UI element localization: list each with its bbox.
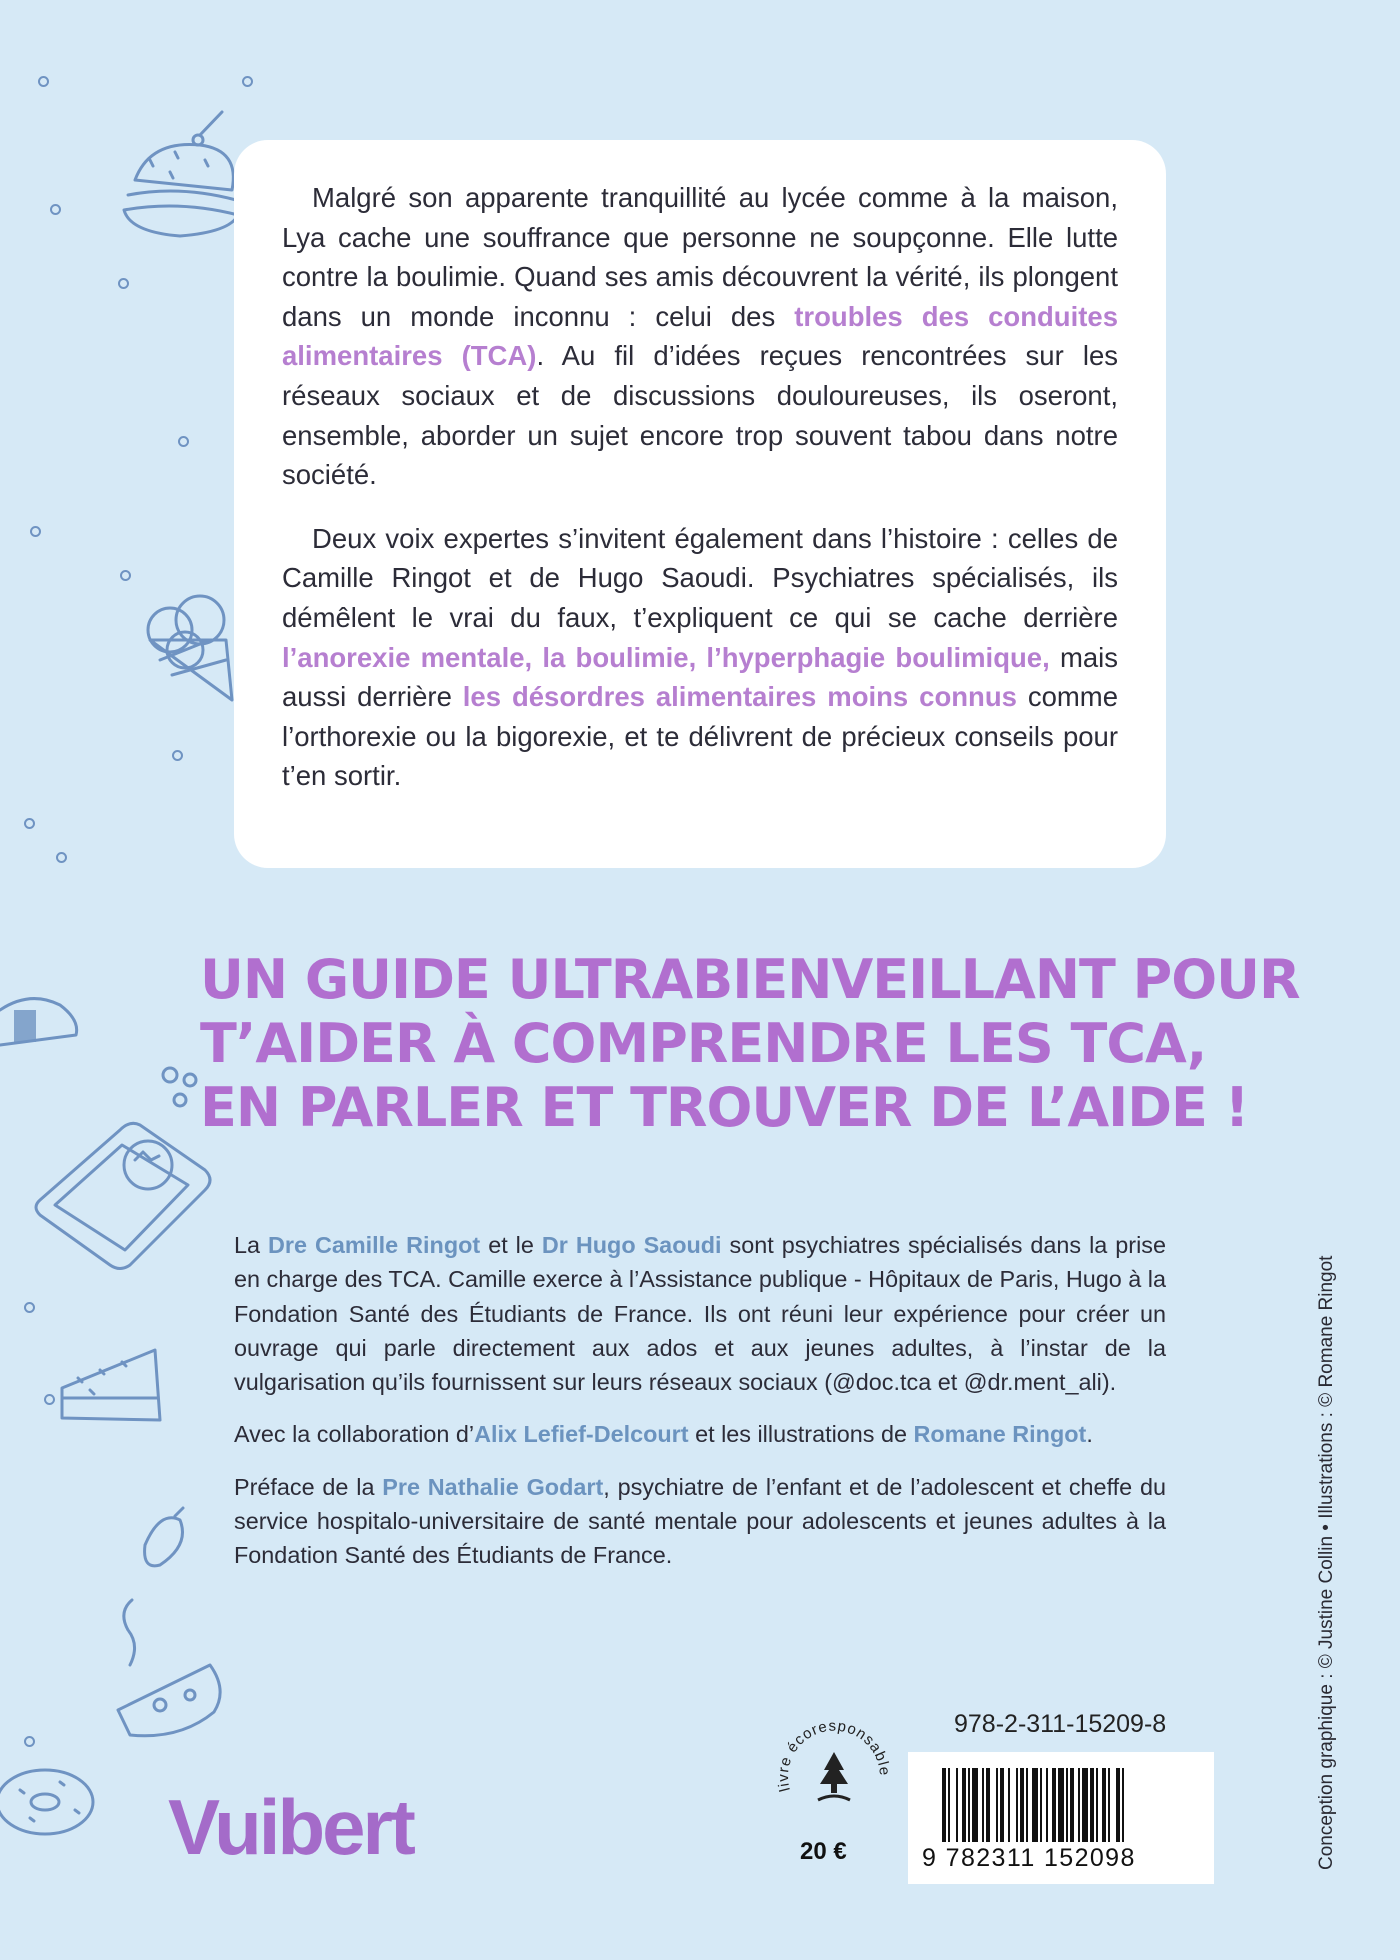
text-run: et les illustrations de bbox=[688, 1421, 914, 1448]
text-run: Préface de la bbox=[234, 1473, 383, 1500]
barcode-bar bbox=[1108, 1768, 1110, 1842]
tree-icon bbox=[818, 1752, 850, 1800]
bubble bbox=[120, 570, 131, 581]
bubble bbox=[50, 204, 61, 215]
barcode-bar bbox=[1116, 1768, 1120, 1842]
highlight-disorders: l’anorexie mentale, la boulimie, l’hyperphagie boulimique, bbox=[282, 641, 1050, 673]
barcode-bar bbox=[968, 1768, 970, 1842]
text-run: . Au fil d’idées reçues rencontrées sur les réseaux sociaux et de discussions douloureuses, ils oseront, ensemble, aborder un sujet encore trop souvent tabou dans notre société. bbox=[282, 340, 1118, 491]
pizza-icon bbox=[118, 1600, 220, 1736]
barcode-bar bbox=[1020, 1768, 1024, 1842]
barcode-bar bbox=[1008, 1768, 1010, 1842]
illustrator-name: Romane Ringot bbox=[913, 1421, 1087, 1448]
isbn: 978-2-311-15209-8 bbox=[954, 1710, 1167, 1738]
barcode-bar bbox=[1102, 1768, 1106, 1842]
eco-label-text: livre écoresponsable bbox=[774, 1717, 894, 1794]
authors-paragraph-1 bbox=[234, 1228, 1166, 1399]
barcode-bar bbox=[948, 1768, 950, 1842]
bubble bbox=[24, 818, 35, 829]
summary-paragraph-1 bbox=[282, 178, 1118, 495]
summary-paragraph-2 bbox=[282, 519, 1118, 796]
barcode-bar bbox=[1032, 1768, 1038, 1842]
bubble bbox=[56, 852, 67, 863]
text-run: Malgré son apparente tranquillité au lycée comme à la maison, Lya cache une souffrance que personne ne soupçonne. Elle lutte contre la boulimie. Quand ses amis découvrent la vérité, ils plongent dans un monde inconnu : celui des bbox=[282, 182, 1118, 332]
bubble bbox=[242, 76, 253, 87]
barcode-bar bbox=[1026, 1768, 1028, 1842]
highlight-tca: troubles des conduites alimentaires (TCA) bbox=[282, 300, 1118, 372]
barcode-bar bbox=[1016, 1768, 1018, 1842]
barcode-bar bbox=[986, 1768, 990, 1842]
bubble bbox=[178, 436, 189, 447]
bubble bbox=[38, 76, 49, 87]
strawberry-icon bbox=[145, 1508, 183, 1566]
barcode-bar bbox=[942, 1768, 946, 1842]
barcode-bar bbox=[1040, 1768, 1042, 1842]
barcode-bar bbox=[1052, 1768, 1056, 1842]
text-run: , psychiatre de l’enfant et de l’adolescent et cheffe du service hospitalo-universitaire de santé mentale pour adolescents et jeunes adultes à la Fondation Santé des Étudiants de France. bbox=[234, 1473, 1166, 1569]
collaborator-name: Alix Lefief-Delcourt bbox=[474, 1421, 689, 1448]
author-name: Dr Hugo Saoudi bbox=[541, 1232, 722, 1258]
price: 20 € bbox=[800, 1838, 847, 1865]
barcode bbox=[908, 1752, 1214, 1884]
burger-icon bbox=[124, 112, 238, 236]
scale-icon bbox=[36, 1123, 210, 1268]
barcode-bar bbox=[1070, 1768, 1074, 1842]
barcode-bar bbox=[1090, 1768, 1094, 1842]
barcode-bar bbox=[982, 1768, 984, 1842]
bubble bbox=[24, 1736, 35, 1747]
barcode-bar bbox=[1058, 1768, 1064, 1842]
credits: Conception graphique : © Justine Collin • Illustrations : © Romane Ringot bbox=[1316, 1255, 1337, 1870]
barcode-bar bbox=[1078, 1768, 1080, 1842]
text-run: mais aussi derrière bbox=[282, 641, 1119, 713]
author-name: Dre Camille Ringot bbox=[268, 1232, 481, 1258]
text-run: Avec la collaboration d’ bbox=[234, 1421, 475, 1448]
barcode-bar bbox=[1082, 1768, 1088, 1842]
publisher-logo: Vuibert bbox=[168, 1783, 413, 1871]
barcode-bar bbox=[1122, 1768, 1124, 1842]
barcode-bar bbox=[972, 1768, 978, 1842]
barcode-bar bbox=[1096, 1768, 1098, 1842]
authors-block bbox=[234, 1228, 1166, 1591]
summary-card bbox=[234, 140, 1166, 868]
bubble bbox=[30, 526, 41, 537]
slogan bbox=[200, 948, 1300, 1140]
barcode-bar bbox=[1066, 1768, 1068, 1842]
barcode-bar bbox=[1046, 1768, 1048, 1842]
authors-paragraph-3 bbox=[234, 1470, 1166, 1573]
text-run: Deux voix expertes s’invitent également dans l’histoire : celles de Camille Ringot et de Hugo Saoudi. Psychiatres spécialisés, ils démêlent le vrai du faux, t’expliquent ce qui se cache derrière bbox=[282, 522, 1118, 633]
eco-label bbox=[772, 1712, 896, 1836]
cake-slice-icon bbox=[62, 1350, 160, 1420]
barcode-bar bbox=[1000, 1768, 1004, 1842]
preface-author-name: Pre Nathalie Godart bbox=[382, 1473, 604, 1500]
barcode-bar bbox=[996, 1768, 998, 1842]
bubble bbox=[172, 750, 183, 761]
donut-icon bbox=[0, 1770, 93, 1834]
slogan-line-3: EN PARLER ET TROUVER DE L’AIDE ! bbox=[200, 1076, 1249, 1139]
text-run: . bbox=[1086, 1421, 1093, 1448]
text-run: sont psychiatres spécialisés dans la prise en charge des TCA. Camille exerce à l’Assistance publique - Hôpitaux de Paris, Hugo à la Fondation Santé des Étudiants de France. Ils ont réuni leur expérience pour créer un ouvrage qui parle directement aux ados et aux jeunes adultes, à l’instar de la vulgarisation qu’ils fournissent sur leurs réseaux sociaux (@doc.tca et @dr.ment_ali). bbox=[234, 1232, 1166, 1396]
barcode-digits: 9 782311 152098 bbox=[922, 1844, 1136, 1872]
authors-paragraph-2 bbox=[234, 1417, 1166, 1451]
sushi-icon bbox=[0, 999, 77, 1045]
text-run: et le bbox=[480, 1232, 542, 1258]
barcode-bar bbox=[962, 1768, 966, 1842]
text-run: comme l’orthorexie ou la bigorexie, et te délivrent de précieux conseils pour t’en sortir. bbox=[282, 681, 1119, 792]
highlight-lesser-known: les désordres alimentaires moins connus bbox=[462, 681, 1017, 713]
barcode-bars bbox=[942, 1768, 1182, 1842]
text-run: La bbox=[234, 1232, 268, 1258]
bubble bbox=[118, 278, 129, 289]
bubble bbox=[24, 1302, 35, 1313]
slogan-line-1: UN GUIDE ULTRABIENVEILLANT POUR bbox=[200, 948, 1300, 1011]
bubble bbox=[44, 1394, 55, 1405]
slogan-line-2: T’AIDER À COMPRENDRE LES TCA, bbox=[200, 1012, 1207, 1075]
barcode-bar bbox=[956, 1768, 958, 1842]
ice-cream-icon bbox=[148, 596, 232, 700]
